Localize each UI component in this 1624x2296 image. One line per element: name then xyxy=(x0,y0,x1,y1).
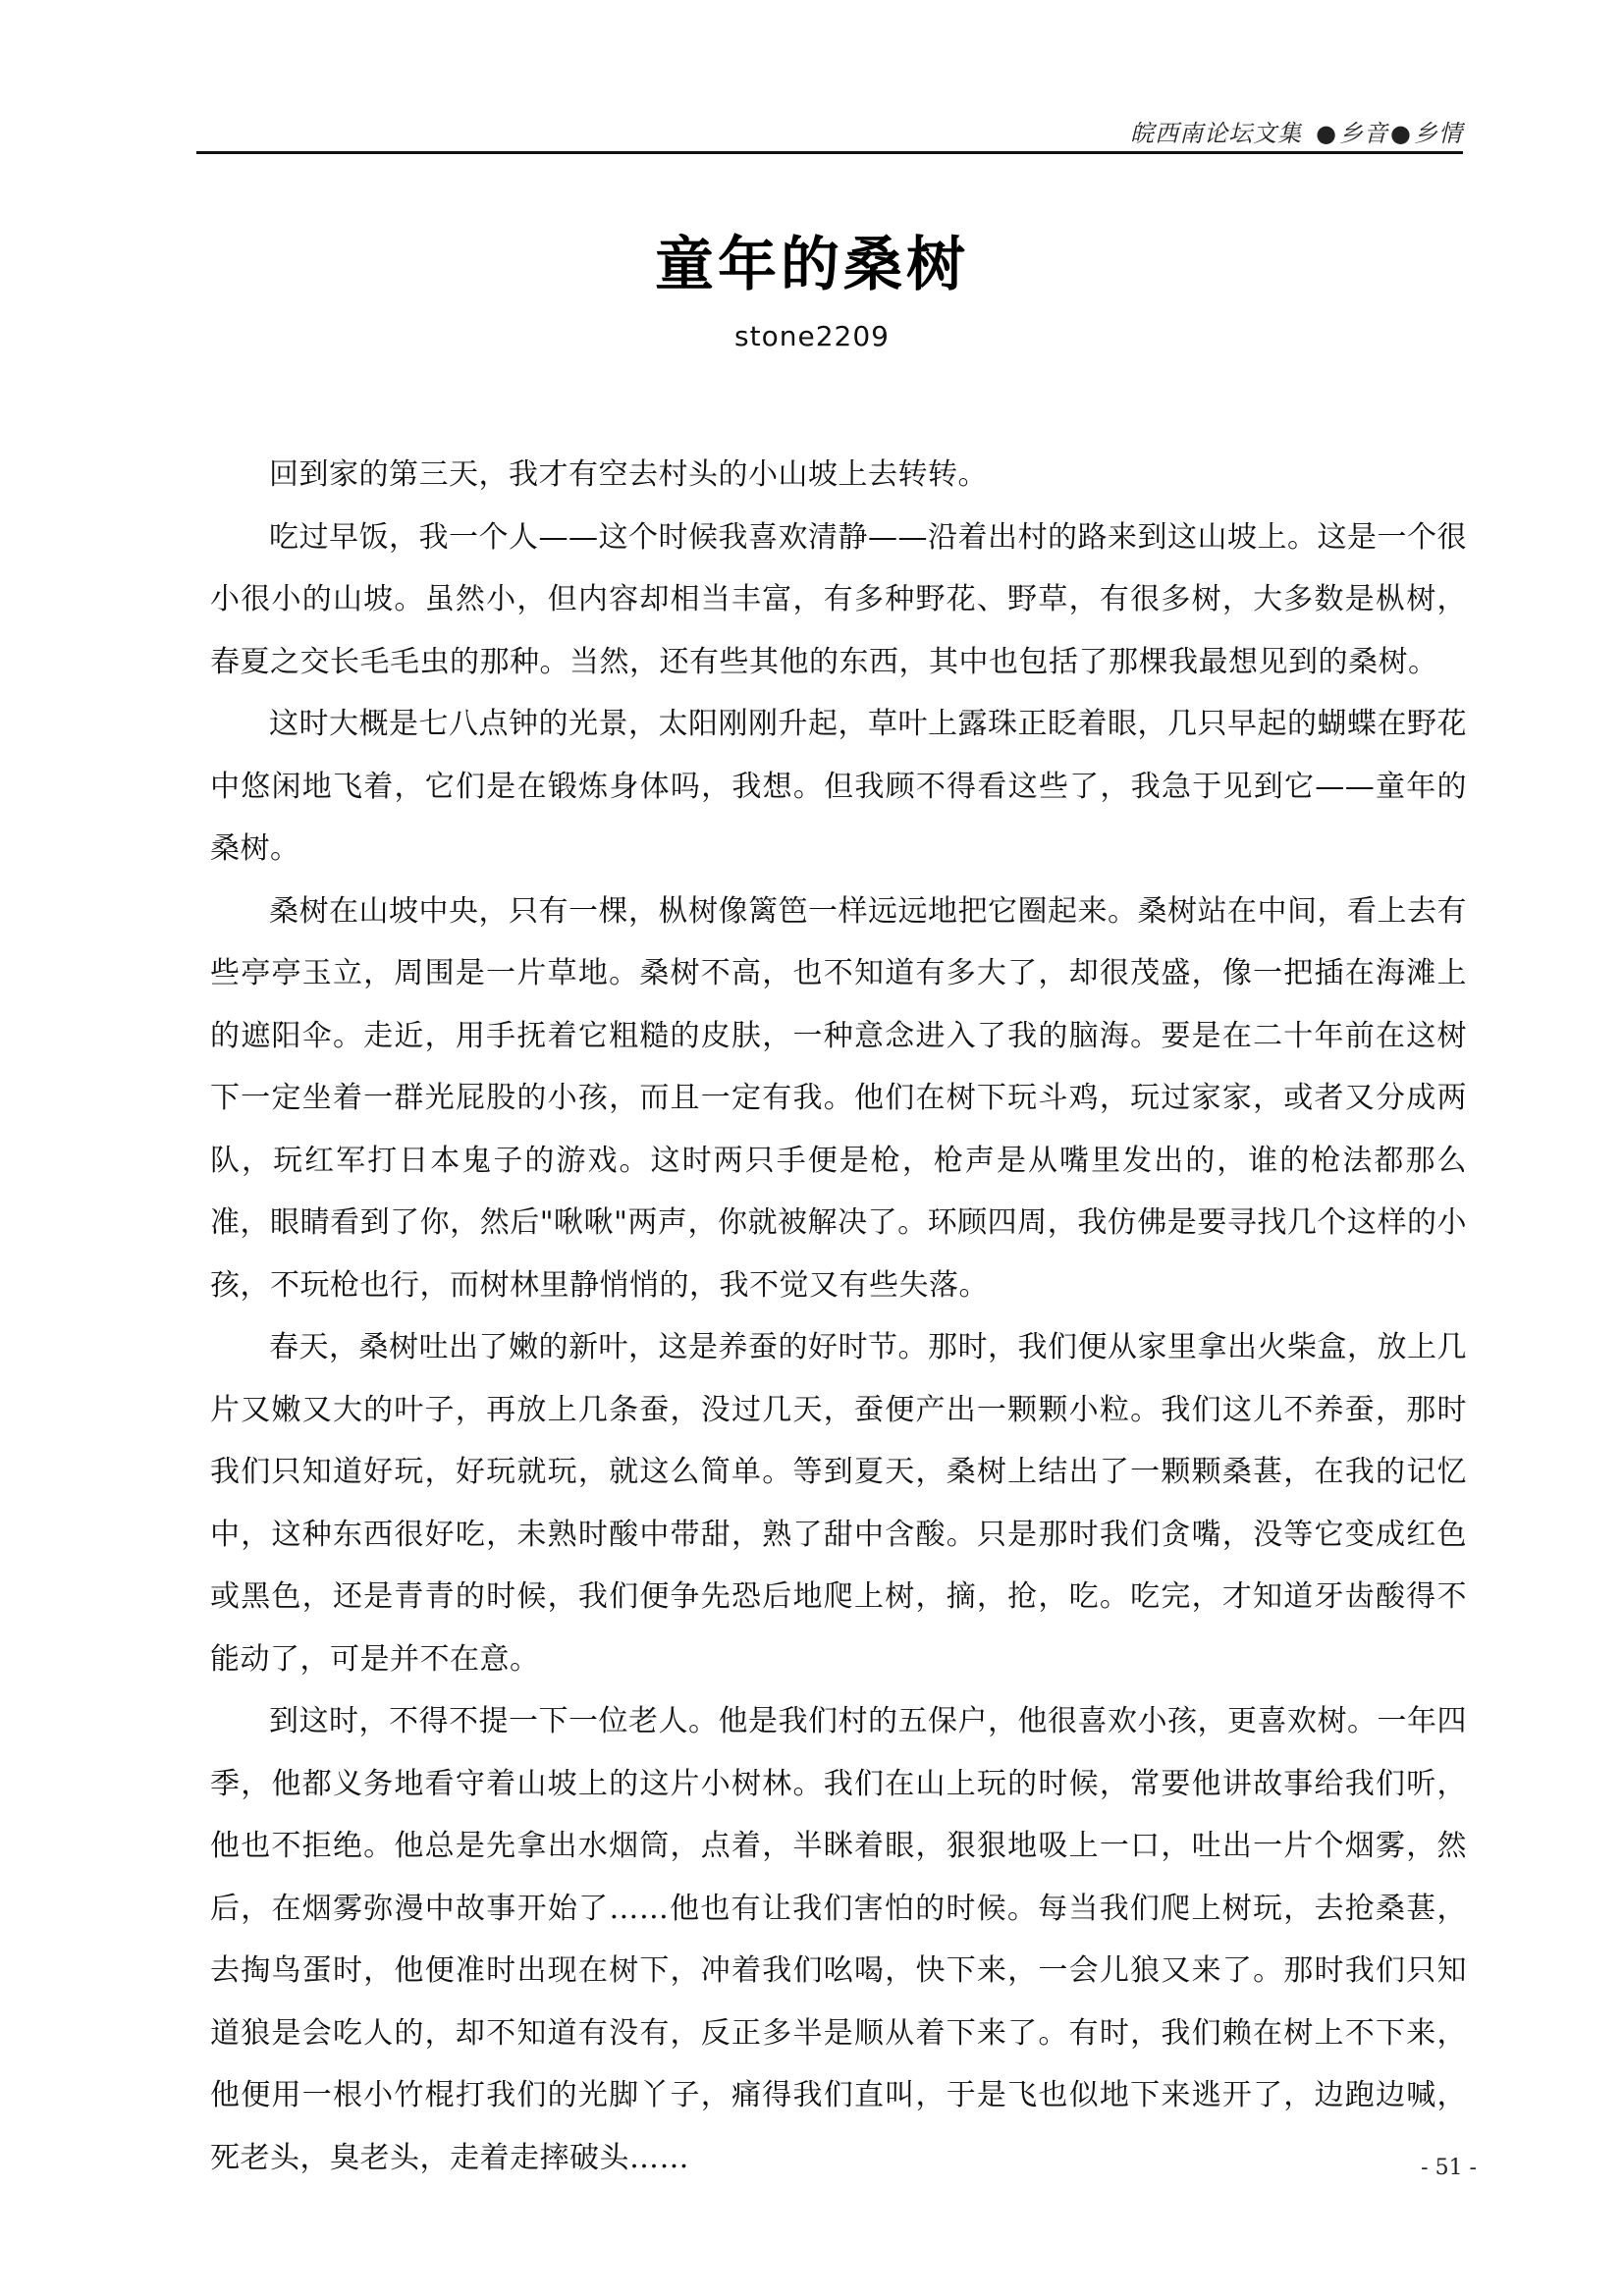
page-header xyxy=(196,108,1463,154)
page-number: - 51 - xyxy=(1421,2156,1477,2180)
article-author: stone2209 xyxy=(734,320,890,352)
paragraph: 这时大概是七八点钟的光景，太阳刚刚升起，草叶上露珠正眨着眼，几只早起的蝴蝶在野花中悠闲地飞着，它们是在锻炼身体吗，我想。但我顾不得看这些了，我急于见到它——童年的桑树。 xyxy=(210,707,1467,866)
article-body xyxy=(210,444,1467,2189)
paragraph: 桑树在山坡中央，只有一棵，枞树像篱笆一样远远地把它圈起来。桑树站在中间，看上去有些亭亭玉立，周围是一片草地。桑树不高，也不知道有多大了，却很茂盛，像一把插在海滩上的遮阳伞。走近，用手抚着它粗糙的皮肤，一种意念进入了我的脑海。要是在二十年前在这树下一定坐着一群光屁股的小孩，而且一定有我。他们在树下玩斗鸡，玩过家家，或者又分成两队，玩红军打日本鬼子的游戏。这时两只手便是枪，枪声是从嘴里发出的，谁的枪法都那么准，眼睛看到了你，然后"啾啾"两声，你就被解决了。环顾四周，我仿佛是要寻找几个这样的小孩，不玩枪也行，而树林里静悄悄的，我不觉又有些失落。 xyxy=(210,893,1467,1303)
paragraph: 回到家的第三天，我才有空去村头的小山坡上去转转。 xyxy=(269,457,988,492)
paragraph: 吃过早饭，我一个人——这个时候我喜欢清静——沿着出村的路来到这山坡上。这是一个很小很小的山坡。虽然小，但内容却相当丰富，有多种野花、野草，有很多树，大多数是枞树，春夏之交长毛毛虫的那种。当然，还有些其他的东西，其中也包括了那棵我最想见到的桑树。 xyxy=(210,519,1467,679)
bullet-icon: ● xyxy=(1316,120,1338,147)
header-tag-1: 乡音 xyxy=(1339,120,1389,147)
header-collection-title: 皖西南论坛文集 xyxy=(1130,120,1303,147)
header-tag-2: 乡情 xyxy=(1414,120,1463,147)
article-title: 童年的桑树 xyxy=(655,231,969,299)
bullet-icon: ● xyxy=(1390,120,1412,147)
paragraph: 春天，桑树吐出了嫩的新叶，这是养蚕的好时节。那时，我们便从家里拿出火柴盒，放上几片又嫩又大的叶子，再放上几条蚕，没过几天，蚕便产出一颗颗小粒。我们这儿不养蚕，那时我们只知道好玩，好玩就玩，就这么简单。等到夏天，桑树上结出了一颗颗桑葚，在我的记忆中，这种东西很好吃，未熟时酸中带甜，熟了甜中含酸。只是那时我们贪嘴，没等它变成红色或黑色，还是青青的时候，我们便争先恐后地爬上树，摘，抢，吃。吃完，才知道牙齿酸得不能动了，可是并不在意。 xyxy=(210,1330,1467,1677)
paragraph: 到这时，不得不提一下一位老人。他是我们村的五保户，他很喜欢小孩，更喜欢树。一年四季，他都义务地看守着山坡上的这片小树林。我们在山上玩的时候，常要他讲故事给我们听，他也不拒绝。他总是先拿出水烟筒，点着，半眯着眼，狠狠地吸上一口，吐出一片个烟雾，然后，在烟雾弥漫中故事开始了……他也有让我们害怕的时候。每当我们爬上树玩，去抢桑葚，去掏鸟蛋时，他便准时出现在树下，冲着我们吆喝，快下来，一会儿狼又来了。那时我们只知道狼是会吃人的，却不知道有没有，反正多半是顺从着下来了。有时，我们赖在树上不下来，他便用一根小竹棍打我们的光脚丫子，痛得我们直叫，于是飞也似地下来逃开了，边跑边喊，死老头，臭老头，走着走摔破头…… xyxy=(210,1704,1467,2175)
header-text xyxy=(1130,114,1463,148)
